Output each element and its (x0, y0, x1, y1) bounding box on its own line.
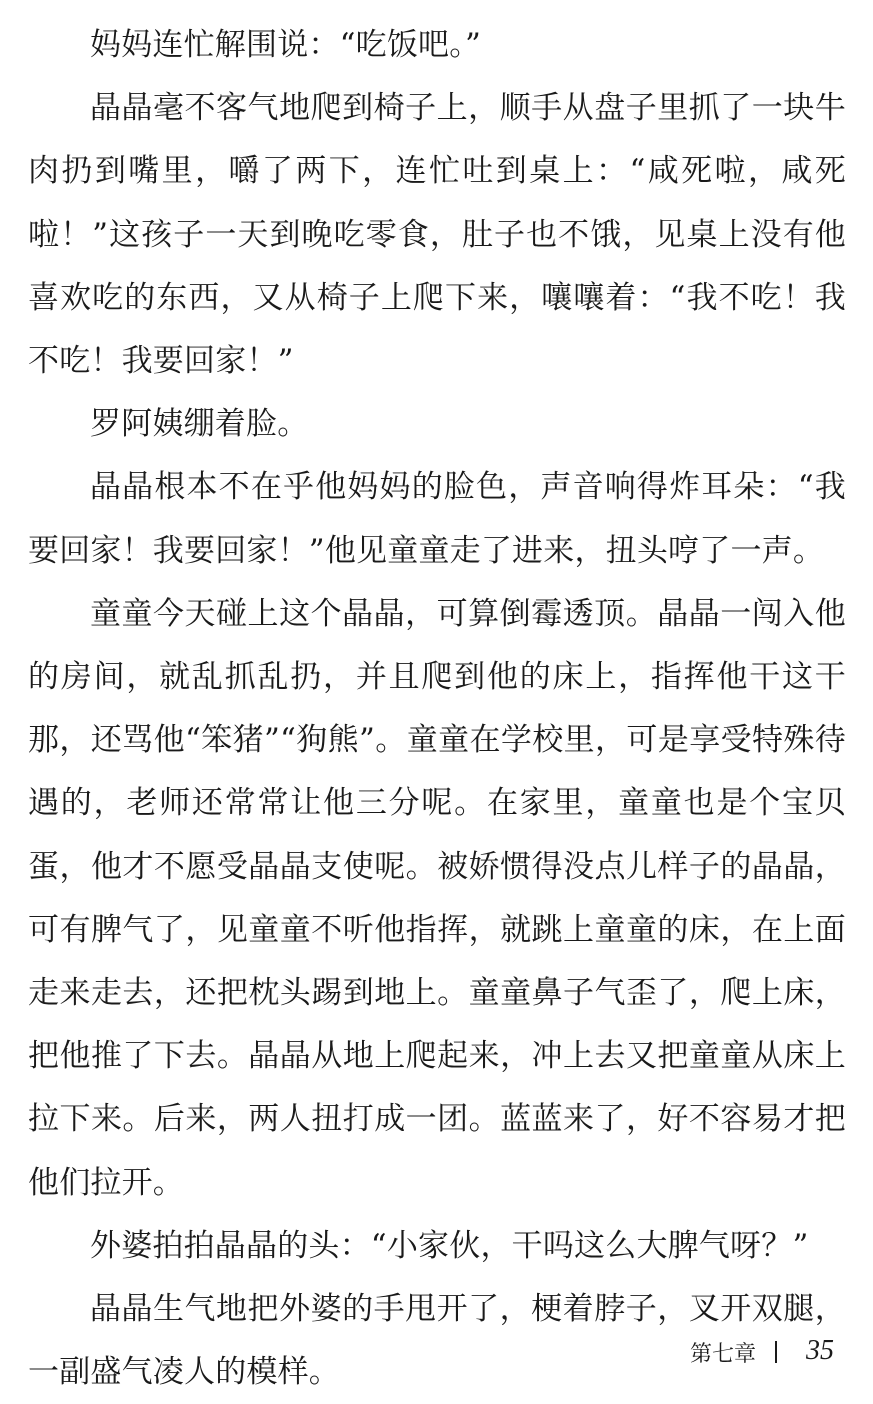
footer-divider (775, 1341, 777, 1363)
page-number: 35 (806, 1335, 834, 1366)
paragraph-6: 外婆拍拍晶晶的头：“小家伙，干吗这么大脾气呀？” (90, 1227, 809, 1264)
paragraph-2: 晶晶毫不客气地爬到椅子上，顺手从盘子里抓了一块牛肉扔到嘴里，嚼了两下，连忙吐到桌上：“咸死啦，咸死啦！”这孩子一天到晚吃零食，肚子也不饿，见桌上没有他喜欢吃的东西，又从椅子上爬下来，嚷嚷着：“我不吃！我不吃！我要回家！” (28, 90, 846, 380)
paragraph-3: 罗阿姨绷着脸。 (90, 406, 309, 443)
paragraph-5: 童童今天碰上这个晶晶，可算倒霉透顶。晶晶一闯入他的房间，就乱抓乱扔，并且爬到他的床上，指挥他干这干那，还骂他“笨猪”“狗熊”。童童在学校里，可是享受特殊待遇的，老师还常常让他三分呢。在家里，童童也是个宝贝蛋，他才不愿受晶晶支使呢。被娇惯得没点儿样子的晶晶，可有脾气了，见童童不听他指挥，就跳上童童的床，在上面走来走去，还把枕头踢到地上。童童鼻子气歪了，爬上床，把他推了下去。晶晶从地上爬起来，冲上去又把童童从床上拉下来。后来，两人扭打成一团。蓝蓝来了，好不容易才把他们拉开。 (28, 595, 846, 1201)
paragraph-1: 妈妈连忙解围说：“吃饭吧。” (90, 27, 481, 63)
chapter-label: 第七章 (690, 1342, 757, 1367)
paragraph-7: 晶晶生气地把外婆的手甩开了，梗着脖子，叉开双腿，一副盛气凌人的模样。 (28, 1291, 846, 1391)
page-footer (0, 1334, 873, 1374)
paragraph-4: 晶晶根本不在乎他妈妈的脸色，声音响得炸耳朵：“我要回家！我要回家！”他见童童走了进来，扭头哼了一声。 (28, 469, 846, 569)
page-body (28, 14, 846, 1404)
